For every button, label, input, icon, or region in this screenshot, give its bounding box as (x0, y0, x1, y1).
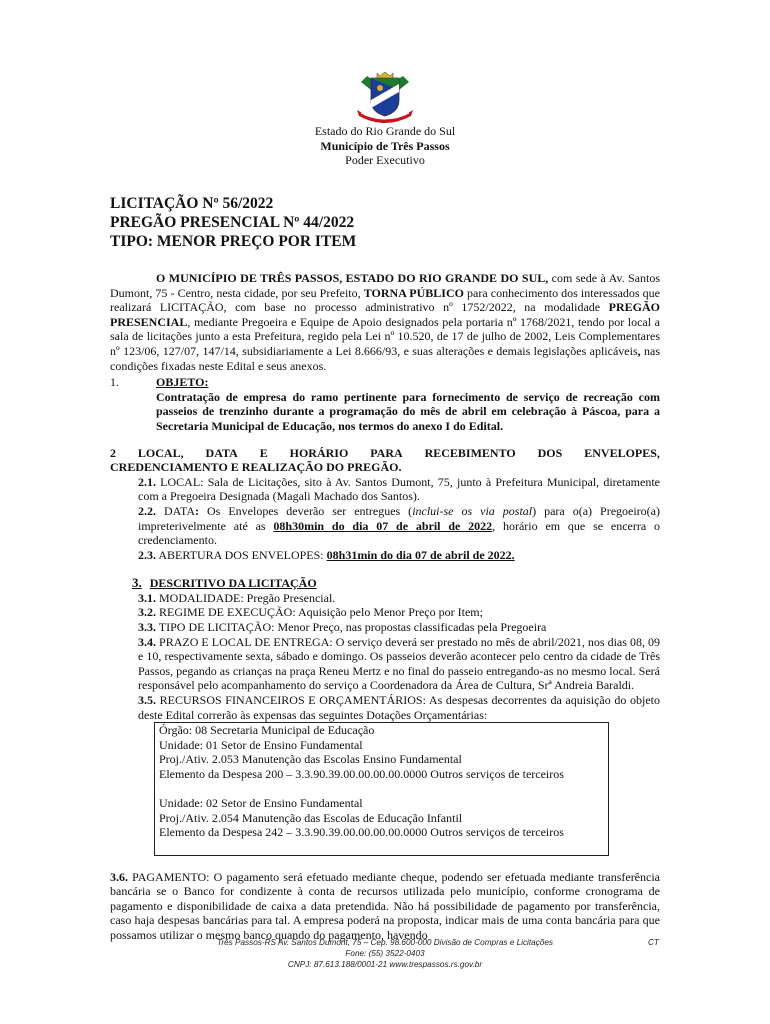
footer-initials: CT (648, 938, 659, 947)
item-2-1-text: LOCAL: Sala de Licitações, sito à Av. Santos Dumont, 75, junto à Prefeitura Municipal, diretamente com a Pregoeira Designada (Magali Machado dos Santos). (138, 474, 660, 504)
budget-line: Unidade: 01 Setor de Ensino Fundamental (159, 737, 363, 752)
section-3-title: DESCRITIVO DA LICITAÇÃO (149, 576, 317, 591)
title-line-auction: PREGÃO PRESENCIAL Nº 44/2022 (110, 214, 355, 231)
section-2-heading-line2: CREDENCIAMENTO E REALIZAÇÃO DO PREGÃO. (110, 460, 402, 475)
branch-name: Poder Executivo (345, 153, 425, 167)
budget-line: Elemento da Despesa 200 – 3.3.90.39.00.00.00.00.0000 Outros serviços de terceiros (159, 767, 564, 781)
item-2-2-text-4: , horário em que se encerra o credenciamento. (138, 518, 660, 548)
item-3-6 (110, 870, 660, 943)
item-2-2-text-1: DATA (156, 503, 196, 518)
item-3-4-number: 3.4. (138, 634, 156, 649)
s2-word: RECEBIMENTO (424, 445, 516, 460)
item-3-2-text: REGIME DE EXECUÇÃO: Aquisição pelo Menor Preço por Item; (156, 605, 483, 620)
objeto-section (110, 375, 660, 390)
municipal-coat-of-arms-icon (347, 70, 423, 126)
item-3-4 (110, 635, 660, 693)
title-line-bid: LICITAÇÃO Nº 56/2022 (110, 195, 274, 212)
item-3-1-text: MODALIDADE: Pregão Presencial. (156, 590, 336, 605)
budget-allocation-box (154, 722, 609, 855)
intro-bold-comma: , (637, 343, 641, 358)
intro-bold-public: TORNA PÚBLICO (363, 285, 464, 300)
section-3-heading (110, 576, 660, 591)
intro-paragraph (110, 271, 660, 373)
intro-text-4: nas condições fixadas neste Edital e seus anexos. (110, 343, 660, 373)
state-name: Estado do Rio Grande do Sul (314, 124, 456, 138)
item-2-2-italic: inclui-se os via postal (412, 503, 533, 518)
municipality-name: Município de Três Passos (320, 138, 450, 153)
objeto-number: 1. (110, 375, 119, 390)
intro-text-3: , mediante Pregoeira e Equipe de Apoio designados pela portaria nº 1768/2021, tendo por local a sala de licitações junto a esta Prefeitura, regido pela Lei nº 10.520, de 17 de julho de 2002, Leis Complementares nº 123/06, 127/07, 147/14, subsidiariamente a Lei 8.666/93, e suas alterações e demais legislações aplicáveis (110, 314, 660, 358)
item-2-2-deadline: 08h30min do dia 07 de abril de 2022 (273, 518, 493, 533)
footer-phone: Fone: (55) 3522-0403 (345, 949, 425, 958)
item-2-2-text-3: ) para o(a) Pregoeiro(a) impreterivelmente até as (138, 503, 661, 533)
budget-line: Proj./Ativ. 2.053 Manutenção das Escolas Ensino Fundamental (159, 752, 462, 767)
item-2-2 (110, 504, 660, 548)
document-body (110, 271, 660, 943)
item-2-3-text: ABERTURA DOS ENVELOPES: (156, 547, 327, 562)
document-header (0, 124, 770, 168)
item-2-3-opening-time: 08h31min do dia 07 de abril de 2022. (326, 547, 515, 562)
intro-bold-municipality: O MUNICÍPIO DE TRÊS PASSOS, ESTADO DO RIO GRANDE DO SUL, (156, 271, 549, 285)
budget-spacer (159, 840, 605, 855)
item-3-3-text: TIPO DE LICITAÇÃO: Menor Preço, nas propostas classificadas pela Pregoeira (156, 620, 547, 635)
item-3-4-text: PRAZO E LOCAL DE ENTREGA: O serviço deverá ser prestado no mês de abril/2021, nos dias 08, 09 e 10, respectivamente sexta, sábado e domingo. Os passeios deverão acontecer pelo centro da cidade de Três Passos, pegando as crianças na praça Reneu Mertz e no final do passeio entregando-as no mesmo local. Será responsável pelo acompanhamento do serviço a Coordenadora da Área de Cultura, Srª Andreia Baraldi. (138, 634, 660, 693)
budget-spacer (159, 782, 605, 797)
s2-word: 2 (110, 445, 116, 460)
section-3 (110, 576, 660, 942)
item-3-3-number: 3.3. (138, 620, 156, 635)
s2-word: DATA (205, 445, 238, 460)
s2-word: HORÁRIO (289, 445, 349, 460)
item-2-2-colon: : (195, 503, 200, 518)
s2-word: ENVELOPES, (584, 445, 660, 460)
budget-line: Elemento da Despesa 242 – 3.3.90.39.00.00.00.00.0000 Outros serviços de terceiros (159, 825, 564, 840)
item-3-5 (110, 693, 660, 722)
item-2-3-number: 2.3. (138, 547, 156, 562)
s2-word: PARA (370, 445, 403, 460)
item-3-1 (110, 591, 660, 606)
section-3-number: 3. (132, 575, 142, 591)
s2-word: E (259, 445, 268, 460)
item-2-2-number: 2.2. (138, 503, 156, 518)
objeto-text: Contratação de empresa do ramo pertinente para fornecimento de serviço de recreação com passeios de trenzinho durante a programação do mês de abril em celebração à Páscoa, para a Secretaria Municipal de Educação, nos termos do anexo I do Edital. (156, 389, 660, 433)
intro-text-2: para conhecimento dos interessados que realizará LICITAÇÃO, com base no processo administrativo nº 1752/2022, na modalidade (110, 285, 660, 315)
item-2-2-text-2: Os Envelopes deverão ser entregues ( (199, 503, 413, 518)
footer-address: Três Passos-RS Av. Santos Dumont, 75 – Cep. 98.600-000 Divisão de Compras e Licitações (216, 938, 553, 947)
item-3-3 (110, 620, 660, 635)
document-footer (0, 937, 770, 970)
item-2-3 (110, 548, 660, 563)
section-2 (110, 446, 660, 563)
item-2-1-number: 2.1. (138, 474, 156, 489)
intro-text-1: com sede à Av. Santos Dumont, 75 - Centro, nesta cidade, por seu Prefeito, (110, 271, 660, 300)
item-3-2-number: 3.2. (138, 605, 156, 620)
item-3-5-text: RECURSOS FINANCEIROS E ORÇAMENTÁRIOS: As despesas decorrentes da aquisição do objeto deste Edital correrão às expensas das seguintes Dotações Orçamentárias: (138, 693, 660, 722)
item-2-1 (110, 475, 660, 504)
item-3-6-number: 3.6. (110, 869, 128, 884)
budget-line: Órgão: 08 Secretaria Municipal de Educação (159, 723, 375, 738)
item-3-6-text: PAGAMENTO: O pagamento será efetuado mediante cheque, podendo ser efetuada mediante transferência bancária se o Banco for condizente à conta de recursos utilizada pelo município, conforme cronograma de pagamento e disponibilidade de caixa a data pretendida. Não há possibilidade de pagamento por transferência, caso haja despesas bancárias para tal. A empresa poderá na proposta, indicar mais de uma conta bancária para que possamos utilizar o mesmo banco quando do pagamento, havendo (110, 869, 660, 942)
item-3-5-number: 3.5. (138, 693, 156, 708)
s2-word: LOCAL, (137, 445, 184, 460)
document-title (110, 194, 356, 251)
item-3-2 (110, 605, 660, 620)
item-3-1-number: 3.1. (138, 590, 156, 605)
title-line-type: TIPO: MENOR PREÇO POR ITEM (110, 233, 357, 250)
objeto-heading: OBJETO: (156, 375, 209, 390)
footer-cnpj-website: CNPJ: 87.613.188/0001-21 www.trespassos.rs.gov.br (287, 960, 483, 969)
budget-line: Proj./Ativ. 2.054 Manutenção das Escolas de Educação Infantil (159, 810, 463, 825)
intro-bold-modality: PREGÃO PRESENCIAL (110, 300, 660, 329)
budget-line: Unidade: 02 Setor de Ensino Fundamental (159, 796, 363, 811)
section-2-heading-line1 (110, 446, 660, 461)
s2-word: DOS (537, 445, 563, 460)
